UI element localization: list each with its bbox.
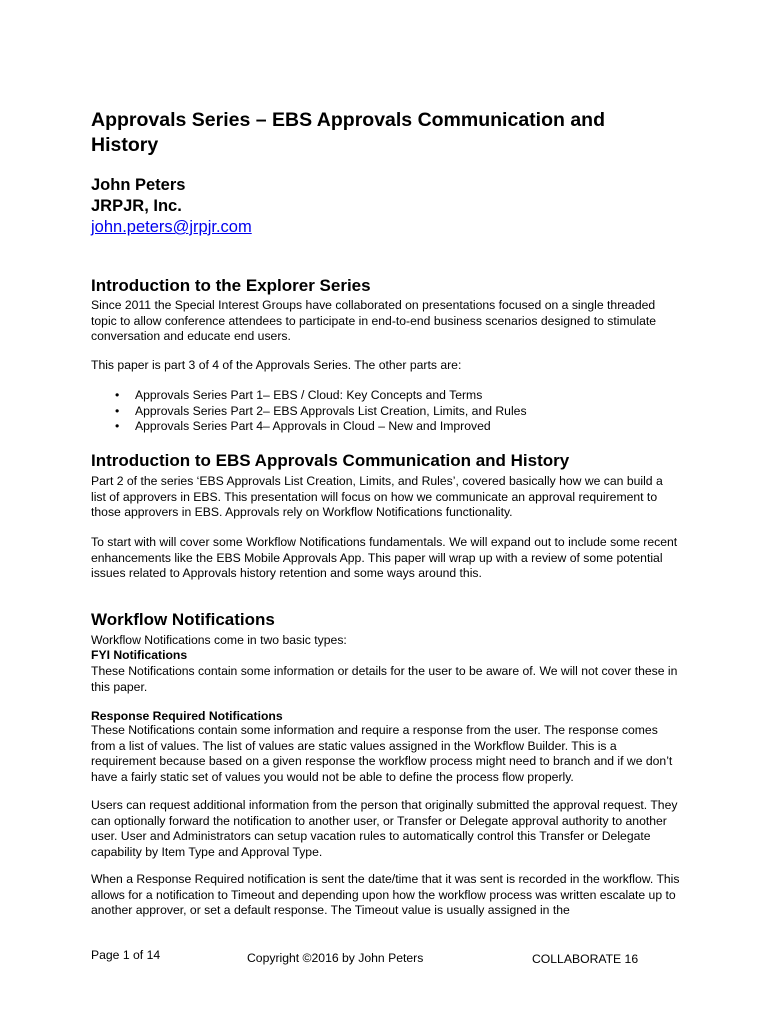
timeout-paragraph: When a Response Required notification is sent the date/time that it was sent is recorded in the workflow. This allows for a notification to Timeout and depending upon how the workflow process was written escalate up to another approver, or set a default response. The Timeout value is usually assigned in the xyxy=(91,872,680,917)
author-company: JRPJR, Inc. xyxy=(91,197,182,215)
footer-page-number: Page 1 of 14 xyxy=(91,948,161,962)
section-heading-workflow: Workflow Notifications xyxy=(91,610,275,629)
list-item: • Approvals Series Part 1– EBS / Cloud: Key Concepts and Terms xyxy=(91,388,527,404)
author-email-link[interactable]: john.peters@jrpjr.com xyxy=(91,218,252,236)
users-paragraph: Users can request additional information from the person that originally submitted the approval request. They can optionally forward the notification to another user, or Transfer or Delegate approval authority to another user. User and Administrators can setup vacation rules to automatically control this Transfer or Delegate capability by Item Type and Approval Type. xyxy=(91,798,678,859)
response-required-paragraph: These Notifications contain some information and require a response from the user. The response comes from a list of values. The list of values are static values assigned in the Workflow Builder. This is a requirement because based on a given response the workflow process might need to branch and if we don’t have a fairly static set of values you would not be able to define the process flow properly. xyxy=(91,723,673,784)
fyi-subheading: FYI Notifications xyxy=(91,648,188,662)
footer-conference: COLLABORATE 16 xyxy=(532,952,639,966)
workflow-intro: Workflow Notifications come in two basic types: xyxy=(91,633,347,647)
list-item: • Approvals Series Part 4– Approvals in Cloud – New and Improved xyxy=(91,419,527,435)
ebs-paragraph-2: To start with will cover some Workflow Notifications fundamentals. We will expand out to include some recent enhancements like the EBS Mobile Approvals App. This paper will wrap up with a review of some potential issues related to Approvals history retention and some ways around this. xyxy=(91,535,678,580)
section-heading-explorer: Introduction to the Explorer Series xyxy=(91,276,371,295)
footer-copyright: Copyright ©2016 by John Peters xyxy=(247,951,424,965)
section-heading-ebs: Introduction to EBS Approvals Communication and History xyxy=(91,451,570,470)
response-required-subheading: Response Required Notifications xyxy=(91,709,283,723)
author-name: John Peters xyxy=(91,176,186,194)
approvals-parts-list xyxy=(91,388,527,435)
author-block xyxy=(91,175,252,238)
list-item: • Approvals Series Part 2– EBS Approvals List Creation, Limits, and Rules xyxy=(91,404,527,420)
document-title: Approvals Series – EBS Approvals Communication and History xyxy=(91,109,605,156)
explorer-paragraph-2: This paper is part 3 of 4 of the Approvals Series. The other parts are: xyxy=(91,358,462,372)
explorer-paragraph-1: Since 2011 the Special Interest Groups have collaborated on presentations focused on a single threaded topic to allow conference attendees to participate in end-to-end business scenarios designed to stimulate conversation and educate end users. xyxy=(91,298,657,343)
fyi-paragraph: These Notifications contain some information or details for the user to be aware of. We will not cover these in this paper. xyxy=(91,664,678,694)
ebs-paragraph-1: Part 2 of the series ‘EBS Approvals List Creation, Limits, and Rules’, covered basically how we can build a list of approvers in EBS. This presentation will focus on how we communicate an approval requirement to those approvers in EBS. Approvals rely on Workflow Notifications functionality. xyxy=(91,474,663,519)
